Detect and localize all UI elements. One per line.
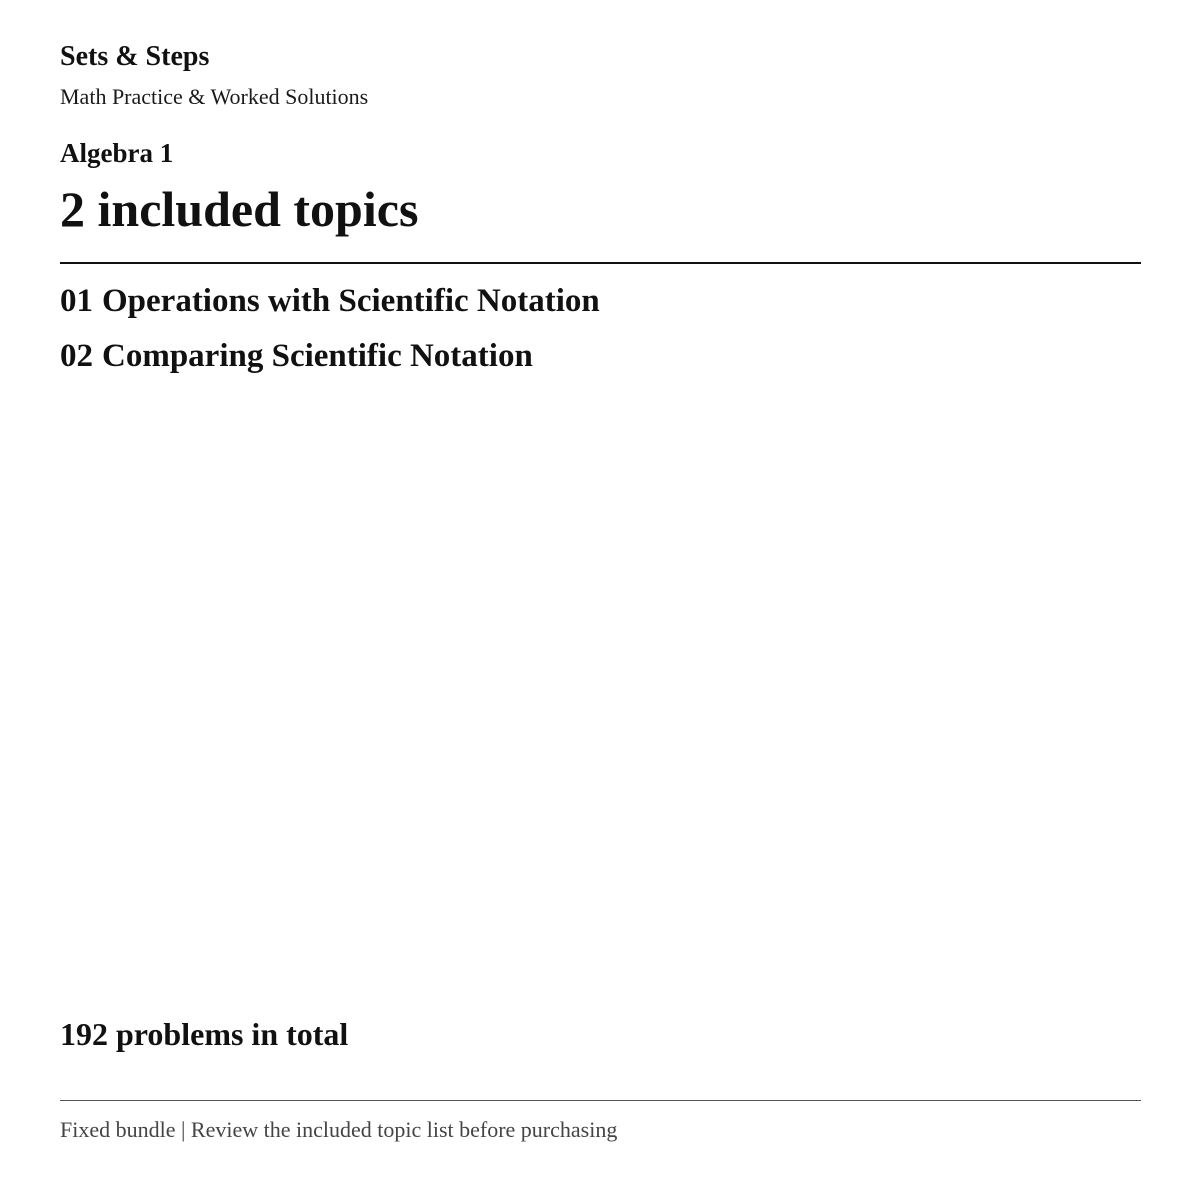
- bottom-divider: [60, 1100, 1141, 1101]
- brand-name: Sets & Steps: [60, 41, 210, 72]
- topic-title: Comparing Scientific Notation: [102, 338, 533, 374]
- footer-note: Fixed bundle | Review the included topic list before purchasing: [60, 1117, 618, 1142]
- problem-total: 192 problems in total: [60, 1016, 349, 1052]
- top-divider: [60, 262, 1141, 264]
- topic-number: 01: [60, 283, 93, 319]
- topic-title: Operations with Scientific Notation: [102, 283, 600, 319]
- brand-tagline: Math Practice & Worked Solutions: [60, 84, 369, 109]
- topic-list: [60, 280, 1141, 390]
- topic-count-heading: 2 included topics: [60, 181, 419, 237]
- bundle-page: [60, 0, 1141, 1200]
- topic-item: [60, 280, 1141, 335]
- course-title: Algebra 1: [60, 138, 174, 168]
- topic-item: [60, 335, 1141, 390]
- topic-number: 02: [60, 338, 93, 374]
